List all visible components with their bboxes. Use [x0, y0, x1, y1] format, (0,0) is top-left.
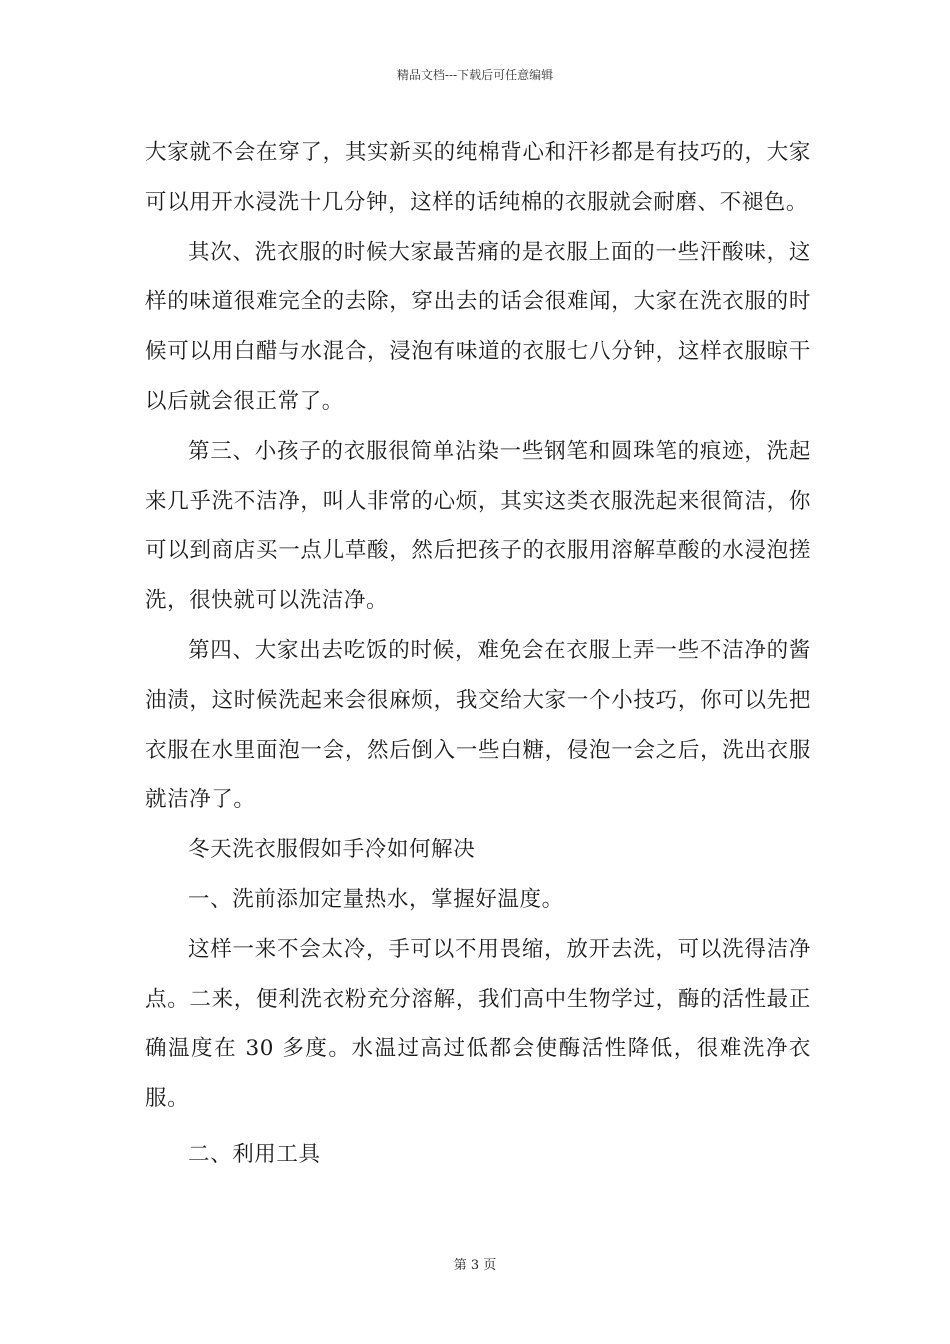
page-header: 精品文档---下载后可任意编辑	[396, 68, 554, 82]
section-title: 冬天洗衣服假如手冷如何解决	[188, 837, 476, 863]
point-one-title: 一、洗前添加定量热水，掌握好温度。	[188, 886, 564, 912]
document-body	[145, 128, 811, 1180]
point-one-body: 这样一来不会太冷，手可以不用畏缩，放开去洗，可以洗得洁净点。二来，便利洗衣粉充分溶解，我们高中生物学过，酶的活性最正确温度在 30 多度。水温过高过低都会使酶活性降低，很难洗净衣服。	[145, 936, 811, 1112]
paragraph-continuation: 大家就不会在穿了，其实新买的纯棉背心和汗衫都是有技巧的，大家可以用开水浸洗十几分钟，这样的话纯棉的衣服就会耐磨、不褪色。	[145, 140, 811, 215]
paragraph-fourth: 第四、大家出去吃饭的时候，难免会在衣服上弄一些不洁净的酱油渍，这时候洗起来会很麻烦，我交给大家一个小技巧，你可以先把衣服在水里面泡一会，然后倒入一些白糖，侵泡一会之后，洗出衣服就洁净了。	[145, 637, 811, 813]
paragraph-third: 第三、小孩子的衣服很简单沾染一些钢笔和圆珠笔的痕迹，洗起来几乎洗不洁净，叫人非常的心烦，其实这类衣服洗起来很简洁，你可以到商店买一点儿草酸，然后把孩子的衣服用溶解草酸的水浸泡搓洗，很快就可以洗洁净。	[145, 438, 811, 614]
page-number: 第 3 页	[453, 1258, 497, 1273]
paragraph-second: 其次、洗衣服的时候大家最苦痛的是衣服上面的一些汗酸味，这样的味道很难完全的去除，穿出去的话会很难闻，大家在洗衣服的时候可以用白醋与水混合，浸泡有味道的衣服七八分钟，这样衣服晾干以后就会很正常了。	[145, 239, 811, 414]
point-two-title: 二、利用工具	[188, 1141, 321, 1167]
